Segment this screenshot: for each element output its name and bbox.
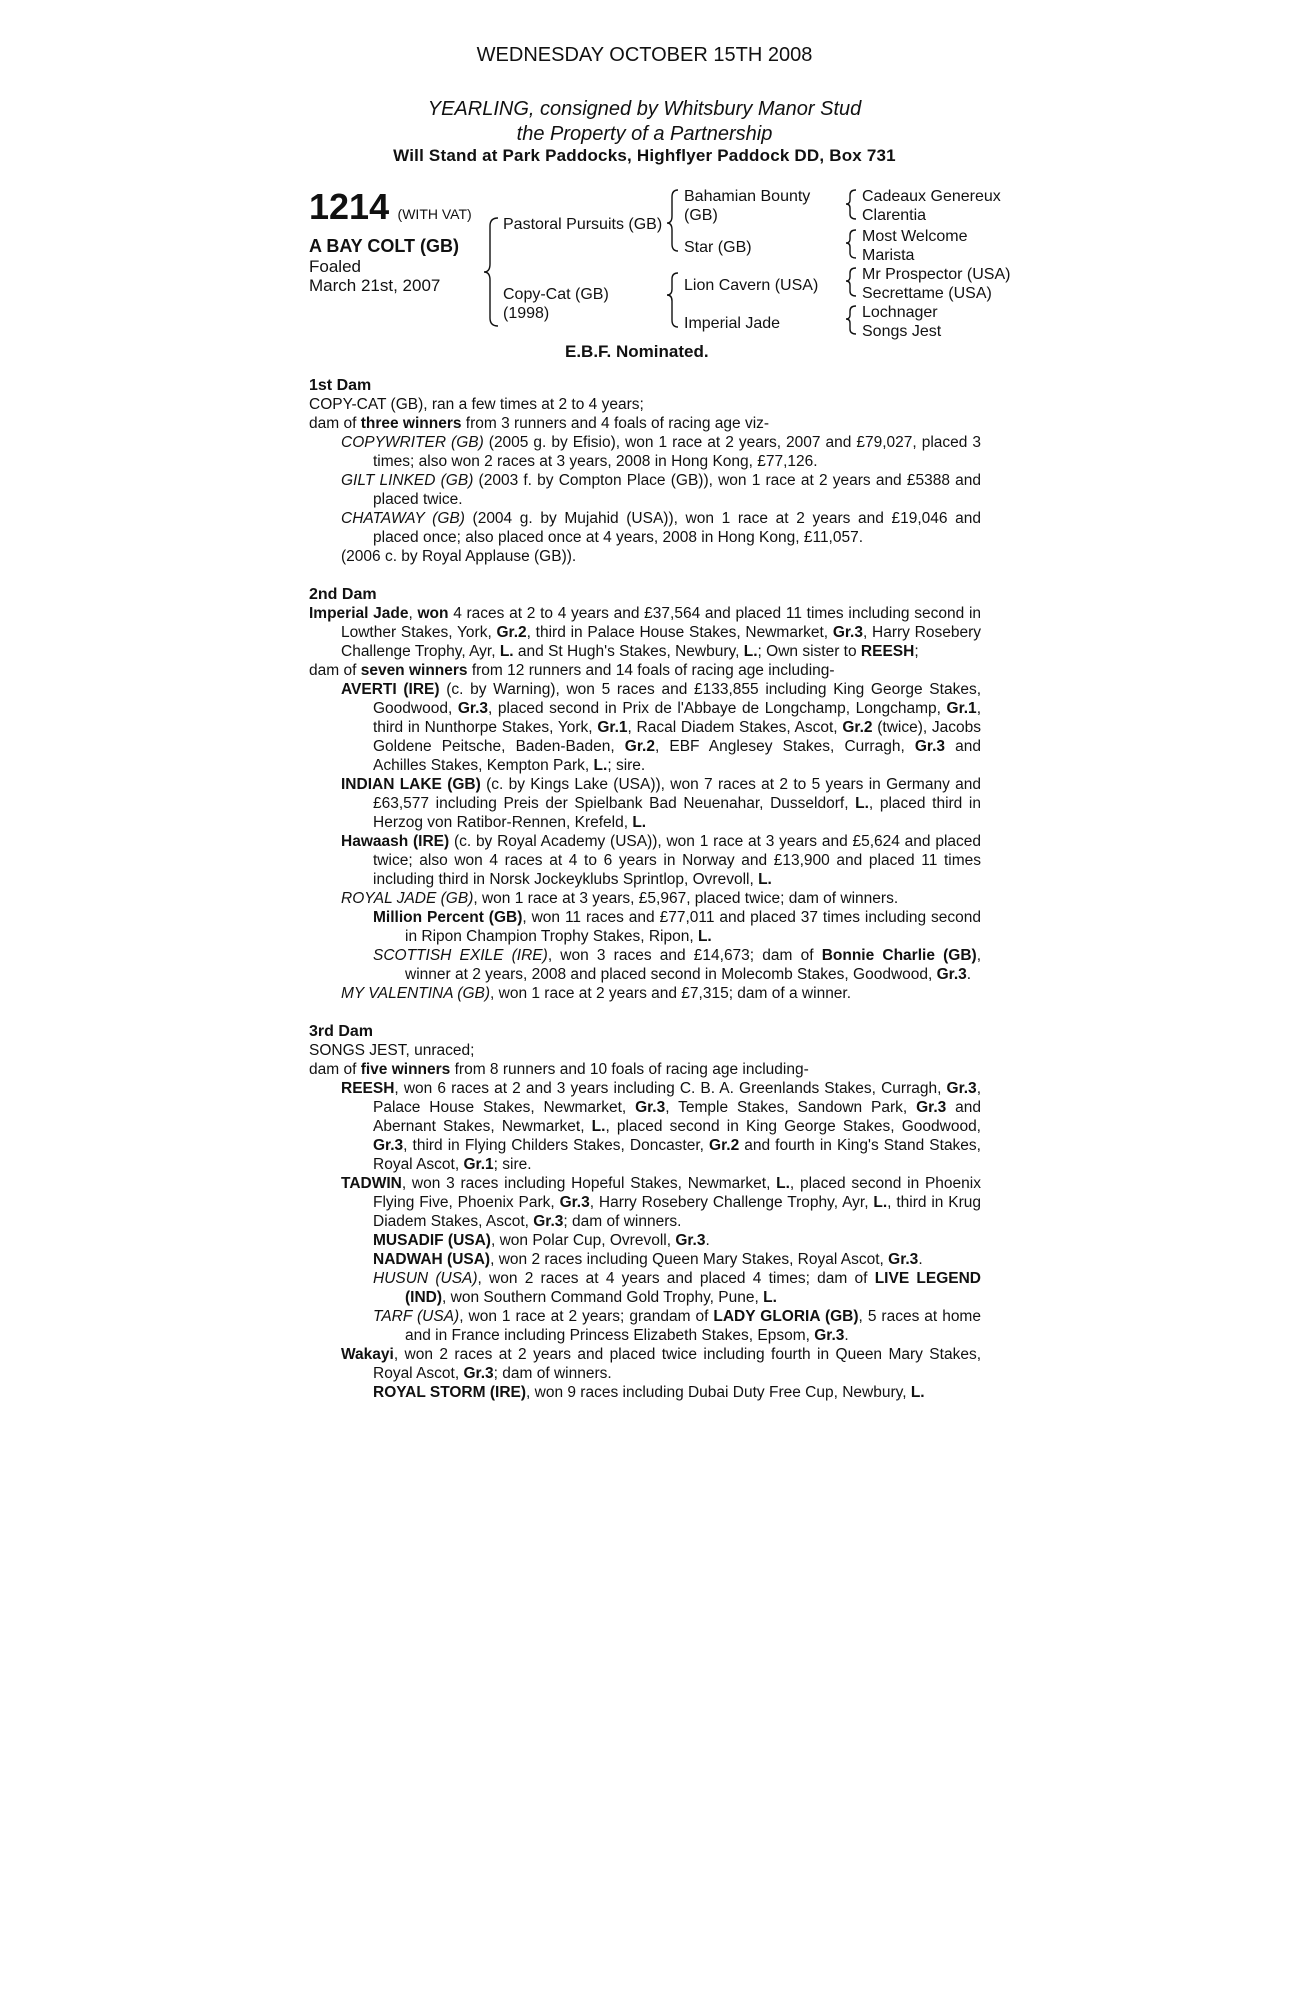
produce-entry: Hawaash (IRE) (c. by Royal Academy (USA)), won 1 race at 3 years and £5,624 and placed twice; also won 4 races at 4 to 6 years in Norway and £13,900 and placed 11 times including third in Norsk Jockeyklubs Sprintlop, Ovrevoll, L. <box>341 833 981 888</box>
consignment-line: YEARLING, consigned by Whitsbury Manor Stud <box>427 98 862 120</box>
g3-ancestor: Clarentia <box>862 207 927 224</box>
g3-ancestor: Songs Jest <box>862 323 942 340</box>
sire-sire: Bahamian Bounty <box>684 188 811 205</box>
second-dam-heading: 2nd Dam <box>309 586 377 603</box>
second-dam-record: Imperial Jade, won 4 races at 2 to 4 years and £37,564 and placed 11 times including second in Lowther Stakes, York, Gr.2, third in Palace House Stakes, Newmarket, Gr.3, Harry Rosebery Challenge Trophy, Ayr, L. and St Hugh's Stakes, Newbury, L.; Own sister to REESH; <box>309 605 982 660</box>
g3-ancestor: Marista <box>862 247 915 264</box>
first-dam-line: COPY-CAT (GB), ran a few times at 2 to 4 years; <box>309 396 644 413</box>
foaled-date: March 21st, 2007 <box>309 276 441 295</box>
lot-header <box>309 186 472 228</box>
first-dam-heading: 1st Dam <box>309 377 372 394</box>
third-dam-line: SONGS JEST, unraced; <box>309 1042 475 1059</box>
lot-number: 1214 <box>309 186 390 227</box>
produce-entry: SCOTTISH EXILE (IRE), won 3 races and £14,673; dam of Bonnie Charlie (GB), winner at 2 years, 2008 and placed second in Molecomb Stakes, Goodwood, Gr.3. <box>373 947 981 983</box>
produce-entry: Million Percent (GB), won 11 races and £77,011 and placed 37 times including second in Ripon Champion Trophy Stakes, Ripon, L. <box>373 909 981 945</box>
first-dam-produce-summary: dam of three winners from 3 runners and 4 foals of racing age viz- <box>309 415 770 432</box>
g3-ancestor: Secrettame (USA) <box>862 285 992 302</box>
produce-entry: ROYAL JADE (GB), won 1 race at 3 years, £5,967, placed twice; dam of winners. <box>341 890 899 907</box>
produce-entry: NADWAH (USA), won 2 races including Queen Mary Stakes, Royal Ascot, Gr.3. <box>373 1251 923 1268</box>
produce-entry: COPYWRITER (GB) (2005 g. by Efisio), won 1 race at 2 years, 2007 and £79,027, placed 3 times; also won 2 races at 3 years, 2008 in Hong Kong, £77,126. <box>341 434 981 470</box>
lot-description: A BAY COLT (GB) <box>309 236 460 256</box>
foaled-label: Foaled <box>309 257 361 276</box>
sire-dam: Star (GB) <box>684 239 752 256</box>
produce-entry: GILT LINKED (GB) (2003 f. by Compton Place (GB)), won 1 race at 2 years and £5388 and placed twice. <box>341 472 981 508</box>
produce-entry: TARF (USA), won 1 race at 2 years; grandam of LADY GLORIA (GB), 5 races at home and in France including Princess Elizabeth Stakes, Epsom, Gr.3. <box>373 1308 981 1344</box>
ebf-nomination: E.B.F. Nominated. <box>565 342 709 361</box>
sire-sire-country: (GB) <box>684 207 718 224</box>
g3-ancestor: Mr Prospector (USA) <box>862 266 1011 283</box>
produce-entry: REESH, won 6 races at 2 and 3 years including C. B. A. Greenlands Stakes, Curragh, Gr.3, Palace House Stakes, Newmarket, Gr.3, Temple Stakes, Sandown Park, Gr.3 and Abernant Stakes, Newmarket, L., placed second in King George Stakes, Goodwood, Gr.3, third in Flying Childers Stakes, Doncaster, Gr.2 and fourth in King's Stand Stakes, Royal Ascot, Gr.1; sire. <box>341 1080 981 1173</box>
dam-dam: Imperial Jade <box>684 315 781 332</box>
sale-date: WEDNESDAY OCTOBER 15TH 2008 <box>476 44 813 66</box>
dam-name: Copy-Cat (GB) <box>503 286 609 303</box>
g3-ancestor: Lochnager <box>862 304 938 321</box>
third-dam-produce-summary: dam of five winners from 8 runners and 10 foals of racing age including- <box>309 1061 809 1078</box>
produce-entry: TADWIN, won 3 races including Hopeful Stakes, Newmarket, L., placed second in Phoenix Flying Five, Phoenix Park, Gr.3, Harry Rosebery Challenge Trophy, Ayr, L., third in Krug Diadem Stakes, Ascot, Gr.3; dam of winners. <box>341 1175 982 1230</box>
catalogue-body <box>309 376 981 1402</box>
g3-ancestor: Cadeaux Genereux <box>862 188 1001 205</box>
stand-location: Will Stand at Park Paddocks, Highflyer Paddock DD, Box 731 <box>393 146 896 165</box>
produce-entry: CHATAWAY (GB) (2004 g. by Mujahid (USA)), won 1 race at 2 years and £19,046 and placed once; also placed once at 4 years, 2008 in Hong Kong, £11,057. <box>341 510 981 546</box>
third-dam-heading: 3rd Dam <box>309 1023 374 1040</box>
produce-entry: MY VALENTINA (GB), won 1 race at 2 years and £7,315; dam of a winner. <box>341 985 852 1002</box>
produce-entry: MUSADIF (USA), won Polar Cup, Ovrevoll, Gr.3. <box>373 1232 710 1249</box>
produce-entry: (2006 c. by Royal Applause (GB)). <box>341 548 577 565</box>
dam-year: (1998) <box>503 305 550 322</box>
vat-note: (WITH VAT) <box>397 206 472 222</box>
produce-entry: INDIAN LAKE (GB) (c. by Kings Lake (USA)), won 7 races at 2 to 5 years in Germany and £63,577 including Preis der Spielbank Bad Neuenahar, Dusseldorf, L., placed third in Herzog von Ratibor-Rennen, Krefeld, L. <box>341 776 981 831</box>
sire-name: Pastoral Pursuits (GB) <box>503 216 663 233</box>
produce-entry: HUSUN (USA), won 2 races at 4 years and placed 4 times; dam of LIVE LEGEND (IND), won Southern Command Gold Trophy, Pune, L. <box>373 1270 981 1306</box>
ownership-line: the Property of a Partnership <box>516 123 773 145</box>
produce-entry: ROYAL STORM (IRE), won 9 races including Dubai Duty Free Cup, Newbury, L. <box>373 1384 925 1401</box>
produce-entry: Wakayi, won 2 races at 2 years and placed twice including fourth in Queen Mary Stakes, Royal Ascot, Gr.3; dam of winners. <box>341 1346 981 1382</box>
produce-entry: AVERTI (IRE) (c. by Warning), won 5 races and £133,855 including King George Stakes, Goodwood, Gr.3, placed second in Prix de l'Abbaye de Longchamp, Longchamp, Gr.1, third in Nunthorpe Stakes, York, Gr.1, Racal Diadem Stakes, Ascot, Gr.2 (twice), Jacobs Goldene Peitsche, Baden-Baden, Gr.2, EBF Anglesey Stakes, Curragh, Gr.3 and Achilles Stakes, Kempton Park, L.; sire. <box>341 681 981 774</box>
second-dam-produce-summary: dam of seven winners from 12 runners and 14 foals of racing age including- <box>309 662 835 679</box>
g3-ancestor: Most Welcome <box>862 228 968 245</box>
dam-sire: Lion Cavern (USA) <box>684 277 819 294</box>
